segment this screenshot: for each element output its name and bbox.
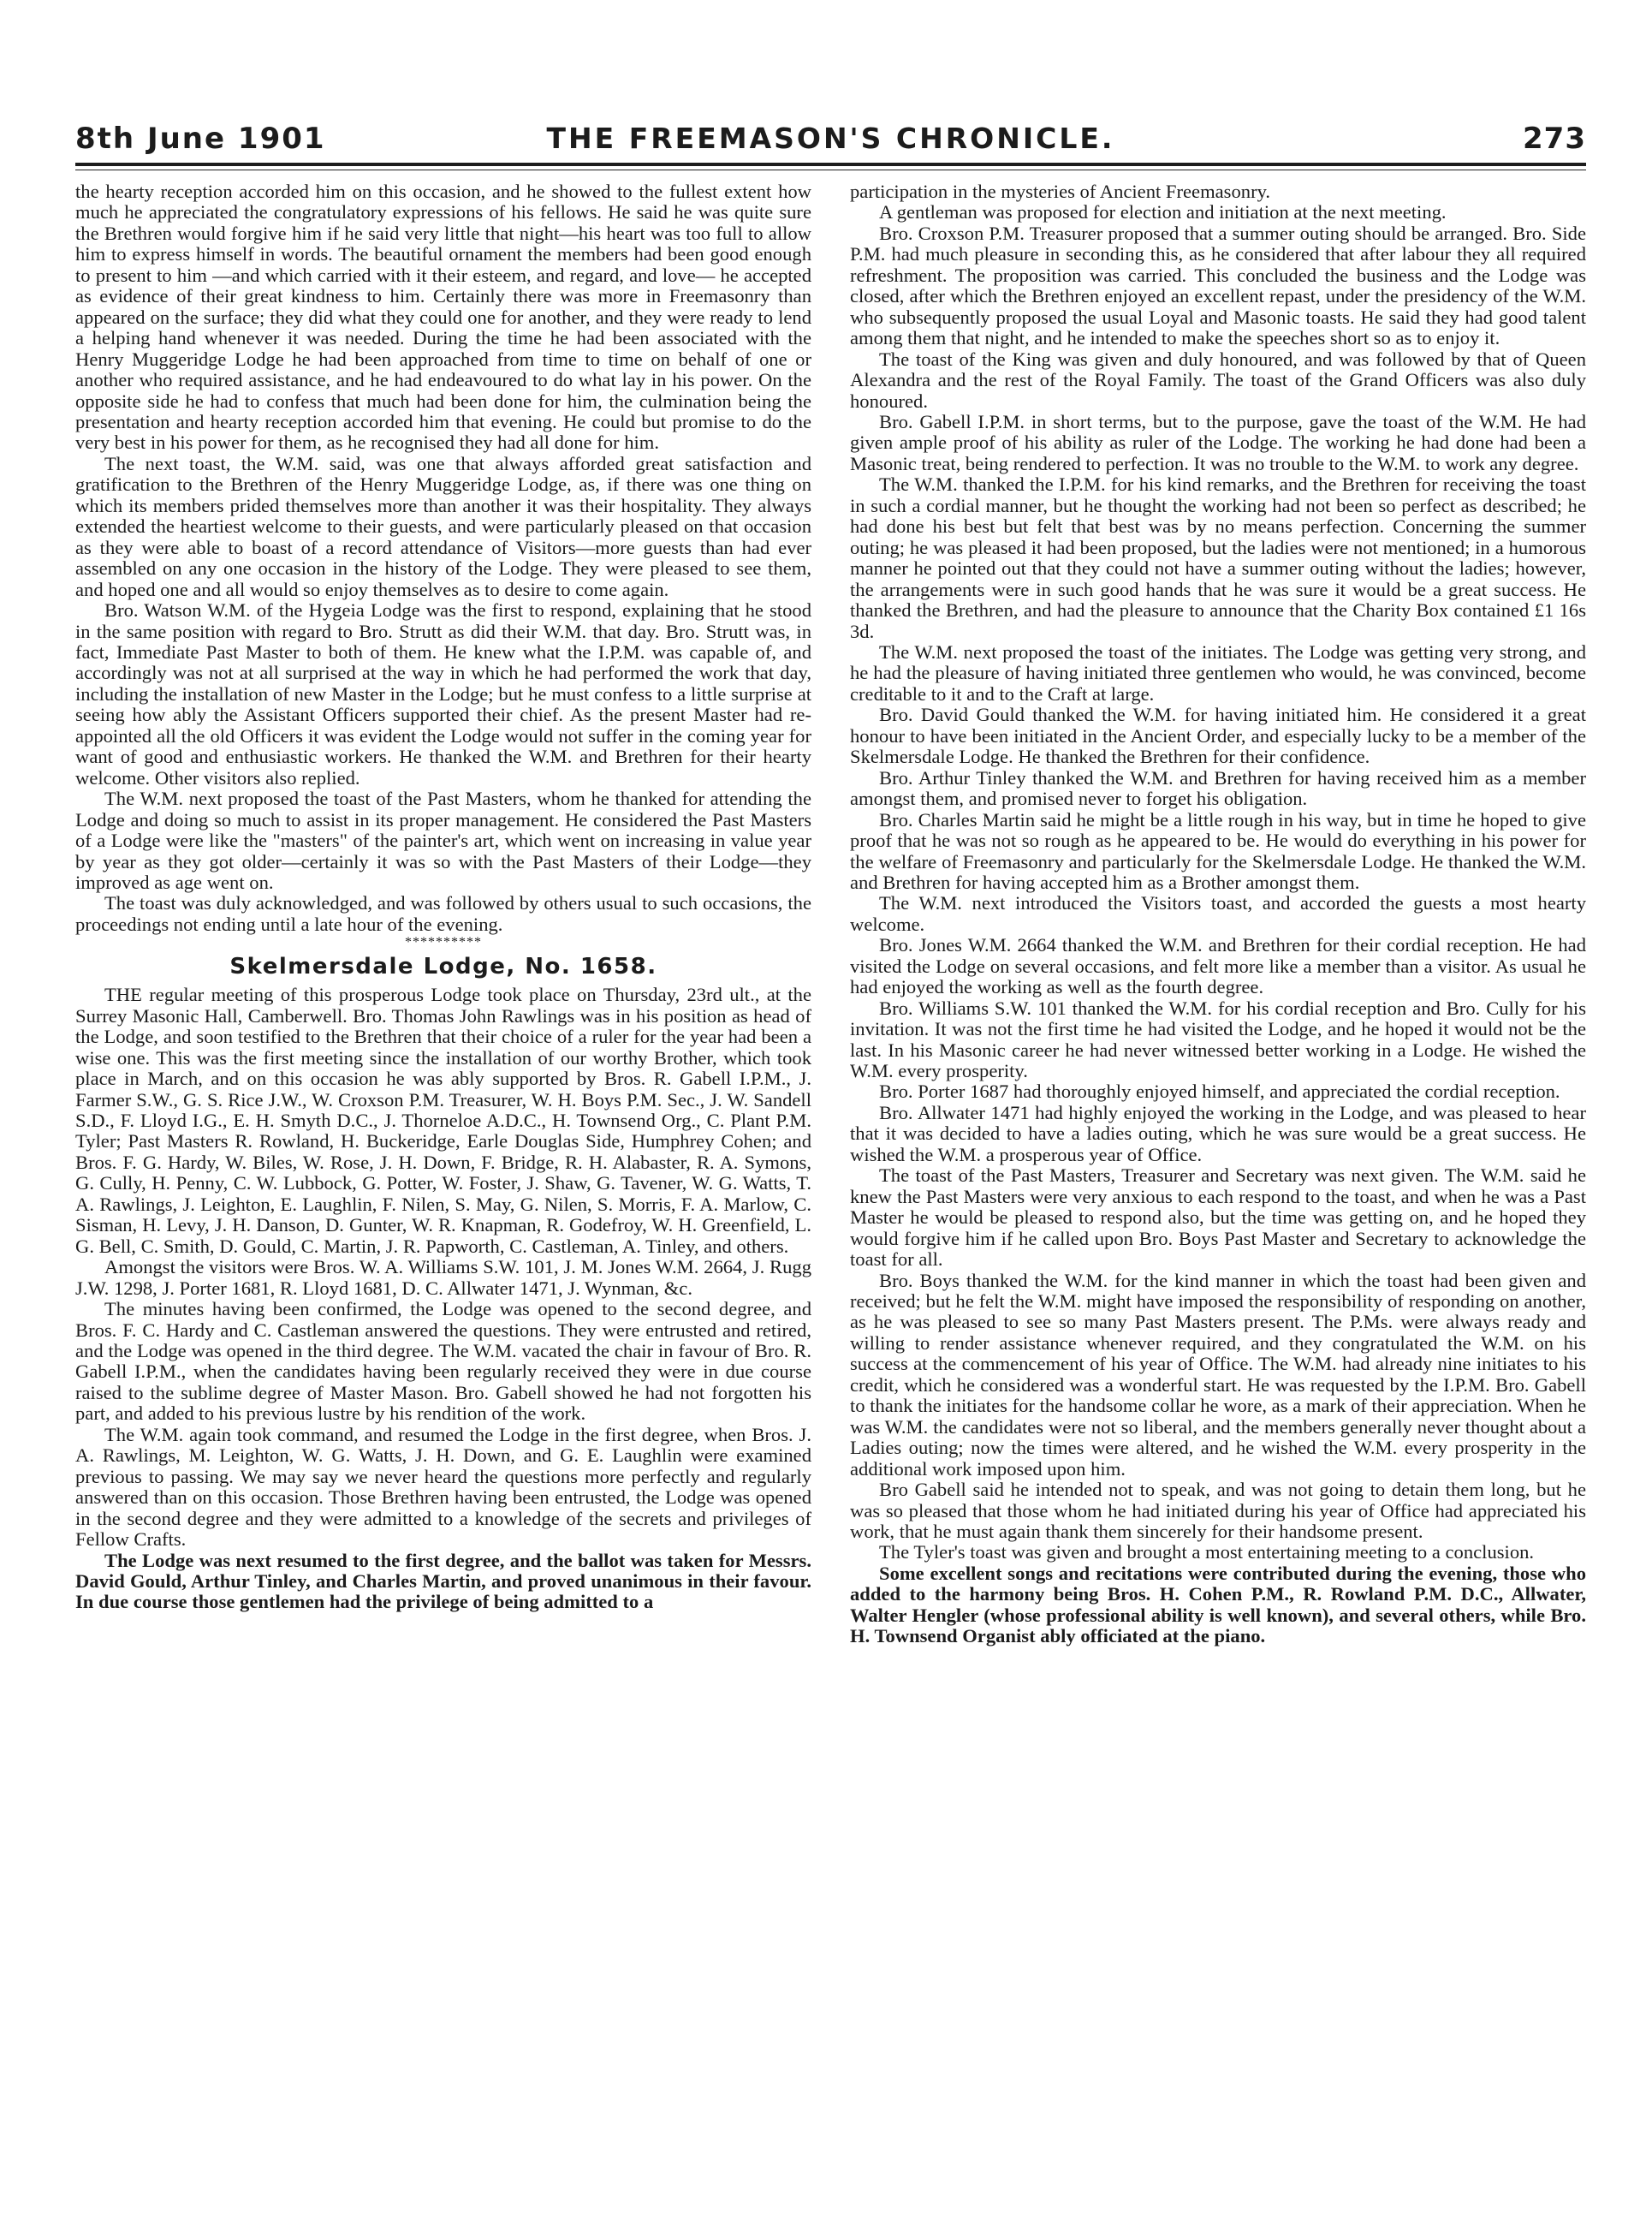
issue-date: 8th June 1901: [75, 122, 326, 156]
article-paragraph: The Lodge was next resumed to the first degree, and the ballot was taken for Messrs. David Gould, Arthur Tinley, and Charles Martin, and proved unanimous in their favour. In due course those gentlemen had the privilege of being admitted to a: [75, 1549, 811, 1613]
article-paragraph: participation in the mysteries of Ancient Freemasonry.: [850, 181, 1271, 202]
page-number: 273: [1523, 122, 1586, 156]
article-paragraph: Bro Gabell said he intended not to speak, and was not going to detain them long, but he was so pleased that those whom he had initiated during his year of Office had appreciated his work, that he must again thank them sincerely for their handsome present.: [850, 1479, 1586, 1542]
article-paragraph: the hearty reception accorded him on this occasion, and he showed to the fullest extent how much he appreciated the congratulatory expressions of his fellows. He said he was quite sure the Brethren would forgive him if he said very little that night—his heart was too full to allow him to express himself in words. The beautiful ornament the members had been good enough to present to him —and which carried with it their esteem, and regard, and love— he accepted as evidence of their great kindness to him. Certainly there was more in Freemasonry than appeared on the surface; they did what they could one for another, and they were ready to lend a helping hand whenever it was needed. During the time he had been associated with the Henry Muggeridge Lodge he had been approached from time to time on behalf of one or another who required assistance, and he had endeavoured to do what lay in his power. On the opposite side he had to confess that much had been done for him, the culmination being the presentation and hearty reception accorded him that evening. He could but promise to do the very best in his power for them, as he recognised they had all done for him.: [75, 181, 811, 454]
article-paragraph: Bro. David Gould thanked the W.M. for having initiated him. He considered it a great honour to have been initiated in the Ancient Order, and especially lucky to be a member of the Skelmersdale Lodge. He thanked the Brethren for their confidence.: [850, 704, 1586, 768]
header-rule-thick: [75, 163, 1586, 166]
page-header: [75, 122, 1586, 163]
article-paragraph: Bro. Porter 1687 had thoroughly enjoyed himself, and appreciated the cordial reception.: [879, 1081, 1560, 1103]
article-paragraph: Bro. Charles Martin said he might be a little rough in his way, but in time he hoped to give proof that he was not so rough as he appeared to be. He would do everything in his power for the welfare of Freemasonry and particularly for the Skelmersdale Lodge. He thanked the W.M. and Brethren for having accepted him as a Brother amongst them.: [850, 808, 1586, 893]
article-paragraph: The next toast, the W.M. said, was one that always afforded great satisfaction and gratification to the Brethren of the Henry Muggeridge Lodge, as, if there was one thing on which its members prided themselves more than another it was their hospitality. They always extended the heartiest welcome to their guests, and were particularly pleased on that occasion as they were able to boast of a record attendance of Visitors—more guests than had ever assembled on any one occasion in the history of the Lodge. They were pleased to see them, and hoped one and all would so enjoy themselves as to desire to come again.: [75, 452, 811, 600]
article-paragraph: Bro. Boys thanked the W.M. for the kind manner in which the toast had been given and received; but he felt the W.M. might have imposed the responsibility of responding on another, as he was pleased to see so many Past Masters present. The P.Ms. were always ready and willing to render assistance whenever required, and they congratulated the W.M. on his success at the commencement of his year of Office. The W.M. had already nine initiates to his credit, which he considered was a wonderful start. He was requested by the I.P.M. Bro. Gabell to thank the initiates for the handsome collar he wore, as a mark of their appreciation. When he was W.M. the candidates were not so liberal, and the members generally never thought about a Ladies outing; now the times were altered, and he wished the W.M. every prosperity in the additional work imposed upon him.: [850, 1269, 1586, 1480]
article-paragraph: The toast of the King was given and duly honoured, and was followed by that of Queen Alexandra and the rest of the Royal Family. The toast of the Grand Officers was also duly honoured.: [850, 348, 1586, 412]
article-paragraph: The W.M. again took command, and resumed the Lodge in the first degree, when Bros. J. A. Rawlings, M. Leighton, W. G. Watts, J. H. Down, and G. E. Laughlin were examined previous to passing. We may say we never heard the questions more perfectly and regularly answered than on this occasion. Those Brethren having been entrusted, the Lodge was opened in the second degree and they were admitted to a knowledge of the secrets and privileges of Fellow Crafts.: [75, 1423, 811, 1551]
article-paragraph: Bro. Arthur Tinley thanked the W.M. and Brethren for having received him as a member amongst them, and promised never to forget his obligation.: [850, 766, 1586, 810]
article-paragraph: Amongst the visitors were Bros. W. A. Williams S.W. 101, J. M. Jones W.M. 2664, J. Rugg J.W. 1298, J. Porter 1681, R. Lloyd 1681, D. C. Allwater 1471, J. Wynman, &c.: [75, 1256, 811, 1299]
right-column: [850, 182, 1586, 2159]
section-separator: **********: [405, 935, 482, 950]
article-paragraph: The Tyler's toast was given and brought a most entertaining meeting to a conclusion.: [879, 1541, 1535, 1563]
article-paragraph: Bro. Jones W.M. 2664 thanked the W.M. and Brethren for their cordial reception. He had visited the Lodge on several occasions, and felt more like a member than a visitor. As usual he had enjoyed the working as well as the fourth degree.: [850, 934, 1586, 998]
article-paragraph: Bro. Croxson P.M. Treasurer proposed that a summer outing should be arranged. Bro. Side P.M. had much pleasure in seconding this, as he considered that after labour they all required refreshment. The proposition was carried. This concluded the business and the Lodge was closed, after which the Brethren enjoyed an excellent repast, under the presidency of the W.M. who subsequently proposed the usual Loyal and Masonic toasts. He said they had good talent among them that night, and he intended to make the speeches short so as to enjoy it.: [850, 222, 1586, 349]
article-paragraph: The W.M. next introduced the Visitors toast, and accorded the guests a most hearty welcome.: [850, 892, 1586, 935]
article-paragraph: Bro. Gabell I.P.M. in short terms, but to the purpose, gave the toast of the W.M. He had given ample proof of his ability as ruler of the Lodge. The working he had done had been a Masonic treat, being rendered to perfection. It was no trouble to the W.M. to work any degree.: [850, 410, 1586, 474]
article-paragraph: The toast of the Past Masters, Treasurer and Secretary was next given. The W.M. said he knew the Past Masters were very anxious to each respond to the toast, and when he was a Past Master he would be pleased to respond also, but the time was getting on, and he hoped they would forgive him if he called upon Bro. Boys Past Master and Secretary to acknowledge the toast for all.: [850, 1164, 1586, 1271]
article-paragraph: THE regular meeting of this prosperous Lodge took place on Thursday, 23rd ult., at the Surrey Masonic Hall, Camberwell. Bro. Thomas John Rawlings was in his position as head of the Lodge, and soon testified to the Brethren that their choice of a ruler for the year had been a wise one. This was the first meeting since the installation of our worthy Brother, which took place in March, and on this occasion he was ably supported by Bros. R. Gabell I.P.M., J. Farmer S.W., G. S. Rice J.W., W. Croxson P.M. Treasurer, W. H. Boys P.M. Sec., J. W. Sandell S.D., F. Lloyd I.G., E. H. Smyth D.C., J. Thorneloe A.D.C., H. Townsend Org., C. Plant P.M. Tyler; Past Masters R. Rowland, H. Buckeridge, Earle Douglas Side, Humphrey Cohen; and Bros. F. G. Hardy, W. Biles, W. Rose, J. H. Down, F. Bridge, R. H. Alabaster, R. A. Symons, G. Cully, H. Penny, C. W. Lubbock, G. Potter, W. Foster, J. Shaw, G. Tavener, W. G. Watts, T. A. Rawlings, J. Leighton, E. Laughlin, F. Nilen, S. May, G. Nilen, S. Morris, F. A. Marlow, C. Sisman, H. Levy, J. H. Danson, D. Gunter, W. R. Knapman, R. Godefroy, W. H. Greenfield, L. G. Bell, C. Smith, D. Gould, C. Martin, J. R. Papworth, C. Castleman, A. Tinley, and others.: [75, 984, 811, 1257]
article-paragraph: The W.M. thanked the I.P.M. for his kind remarks, and the Brethren for receiving the toast in such a cordial manner, but he thought the working had not been so perfect as described; he had done his best but felt that best was by no means perfection. Concerning the summer outing; he was pleased it had been proposed, but the ladies were not mentioned; in a humorous manner he pointed out that they could not have a summer outing without the ladies; however, the arrangements were in such good hands that he was sure it would be a great success. He thanked the Brethren, and had the pleasure to announce that the Charity Box contained £1 16s 3d.: [850, 473, 1586, 642]
left-column: [75, 182, 811, 2159]
article-paragraph: Bro. Allwater 1471 had highly enjoyed the working in the Lodge, and was pleased to hear that it was decided to have a ladies outing, which he was sure would be a great success. He wished the W.M. a prosperous year of Office.: [850, 1101, 1586, 1165]
article-paragraph: A gentleman was proposed for election and initiation at the next meeting.: [879, 201, 1447, 223]
article-paragraph: Bro. Williams S.W. 101 thanked the W.M. for his cordial reception and Bro. Cully for his invitation. It was not the first time he had visited the Lodge, and he hoped it would not be the last. In his Masonic career he had never witnessed better working in a Lodge. He wished the W.M. every prosperity.: [850, 997, 1586, 1082]
section-heading: Skelmersdale Lodge, No. 1658.: [229, 954, 657, 980]
article-paragraph: The W.M. next proposed the toast of the initiates. The Lodge was getting very strong, and he had the pleasure of having initiated three gentlemen who would, he was convinced, become creditable to it and to the Craft at large.: [850, 640, 1586, 705]
article-paragraph: The toast was duly acknowledged, and was followed by others usual to such occasions, the proceedings not ending until a late hour of the evening.: [75, 892, 811, 935]
article-paragraph: Bro. Watson W.M. of the Hygeia Lodge was the first to respond, explaining that he stood in the same position with regard to Bro. Strutt as did their W.M. that day. Bro. Strutt was, in fact, Immediate Past Master to both of them. He knew what the I.P.M. was capable of, and accordingly was not at all surprised at the way in which he had performed the work that day, including the installation of new Master in the Lodge; but he must confess to a little surprise at seeing how ably the Assistant Officers supported their chief. As the present Master had re-appointed all the old Officers it was evident the Lodge would not suffer in the coming year for want of good and enthusiastic workers. He thanked the W.M. and Brethren for their hearty welcome. Other visitors also replied.: [75, 599, 811, 789]
article-paragraph: The W.M. next proposed the toast of the Past Masters, whom he thanked for attending the Lodge and doing so much to assist in its proper management. He considered the Past Masters of a Lodge were like the "masters" of the painter's art, which went on increasing in value year by year as they got older—certainly it was so with the Past Masters of their Lodge—they improved as age went on.: [75, 788, 811, 893]
article-paragraph: The minutes having been confirmed, the Lodge was opened to the second degree, and Bros. F. C. Hardy and C. Castleman answered the questions. They were entrusted and retired, and the Lodge was opened in the third degree. The W.M. vacated the chair in favour of Bro. R. Gabell I.P.M., when the candidates having been regularly received they were in due course raised to the sublime degree of Master Mason. Bro. Gabell showed he had not forgotten his part, and added to his previous lustre by his rendition of the work.: [75, 1298, 811, 1425]
article-paragraph: Some excellent songs and recitations were contributed during the evening, those who added to the harmony being Bros. H. Cohen P.M., R. Rowland P.M. D.C., Allwater, Walter Hengler (whose professional ability is well known), and several others, while Bro. H. Townsend Organist ably officiated at the piano.: [850, 1562, 1586, 1647]
publication-title: THE FREEMASON'S CHRONICLE.: [546, 122, 1115, 155]
